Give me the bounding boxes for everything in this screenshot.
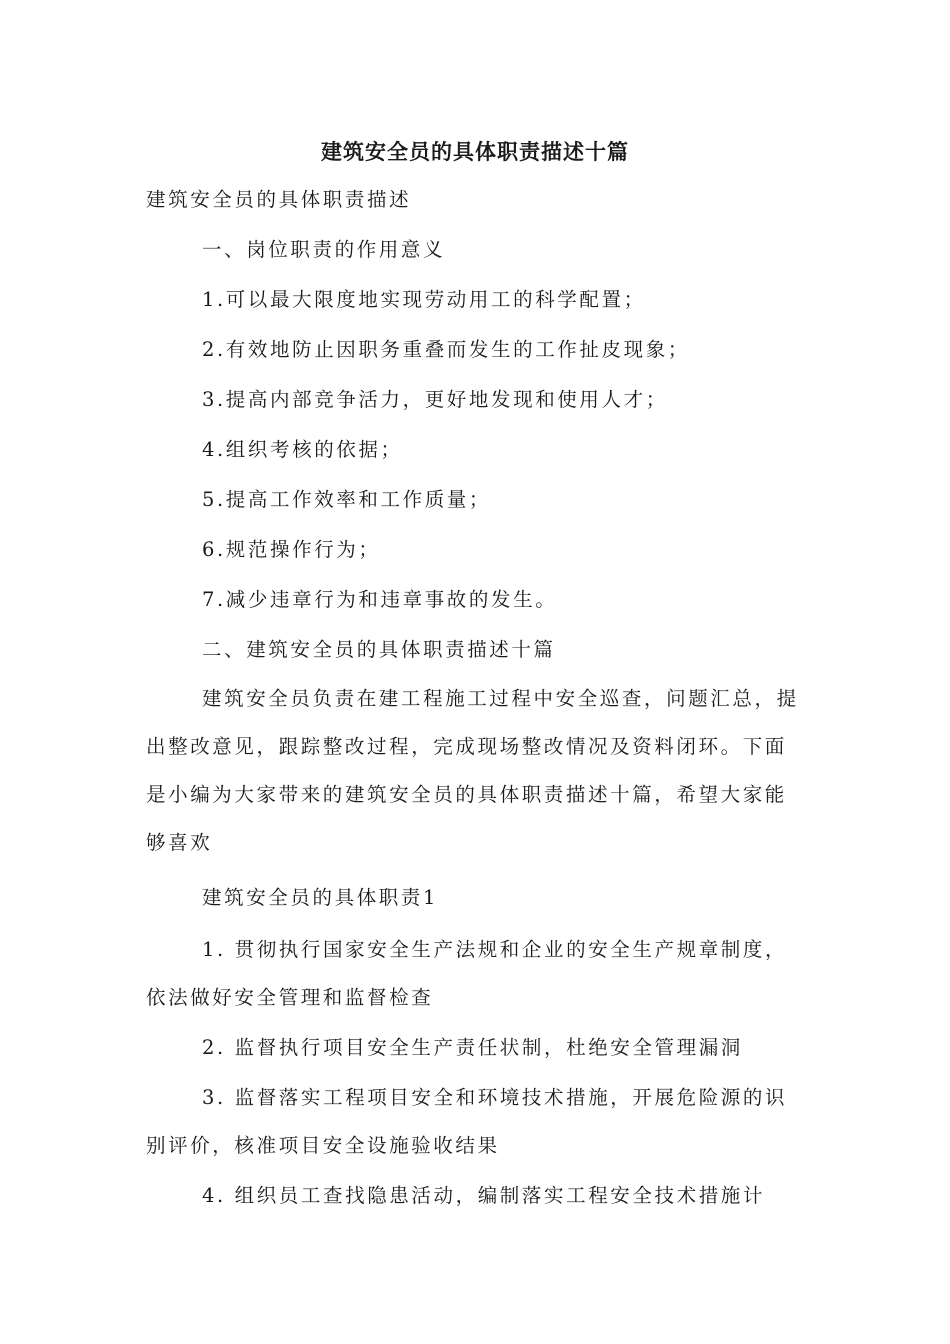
duty1-item: 2. 监督执行项目安全生产责任状制，杜绝安全管理漏洞 [202, 1036, 743, 1059]
intro-paragraph: 建筑安全员负责在建工程施工过程中安全巡查，问题汇总，提出整改意见，跟踪整改过程，完成现场整改情况及资料闭环。下面是小编为大家带来的建筑安全员的具体职责描述十篇，希望大家能够喜欢 [146, 687, 799, 854]
section1-item: 4.组织考核的依据； [202, 438, 403, 461]
section1-item: 5.提高工作效率和工作质量； [202, 488, 492, 511]
section2-heading: 二、建筑安全员的具体职责描述十篇 [202, 638, 556, 661]
section1-item: 3.提高内部竞争活力，更好地发现和使用人才； [202, 388, 668, 411]
section1-item: 7.减少违章行为和违章事故的发生。 [202, 588, 558, 611]
duty1-item: 1. 贯彻执行国家安全生产法规和企业的安全生产规章制度，依法做好安全管理和监督检查 [146, 938, 788, 1009]
section1-item: 6.规范操作行为； [202, 538, 381, 561]
duty1-item: 3. 监督落实工程项目安全和环境技术措施，开展危险源的识别评价，核准项目安全设施验收结果 [146, 1086, 788, 1157]
duty1-heading: 建筑安全员的具体职责1 [202, 886, 439, 909]
document-title: 建筑安全员的具体职责描述十篇 [321, 140, 629, 164]
section1-item: 2.有效地防止因职务重叠而发生的工作扯皮现象； [202, 338, 690, 361]
section1-heading: 一、岗位职责的作用意义 [202, 238, 446, 261]
section1-item: 1.可以最大限度地实现劳动用工的科学配置； [202, 288, 646, 311]
document-subtitle: 建筑安全员的具体职责描述 [146, 188, 412, 211]
duty1-item: 4. 组织员工查找隐患活动，编制落实工程安全技术措施计 [202, 1184, 766, 1207]
